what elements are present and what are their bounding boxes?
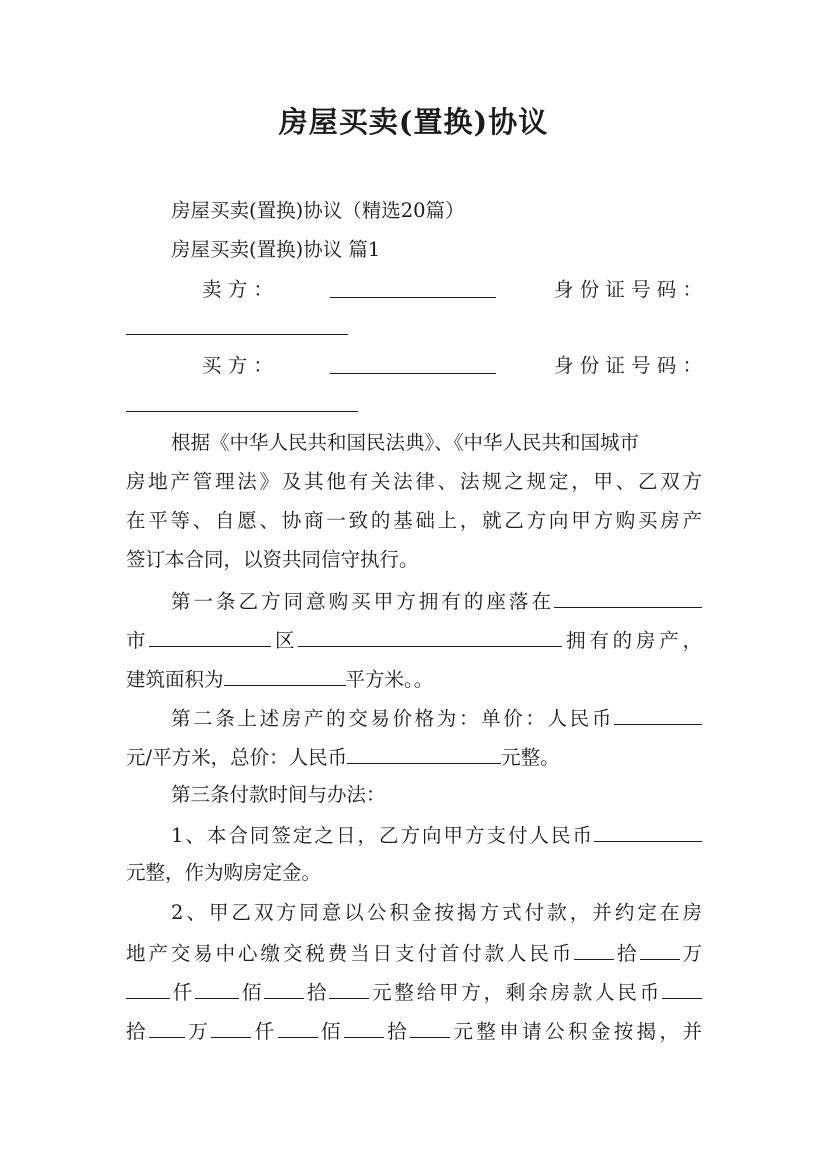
section-heading: 房屋买卖(置换)协议 篇1 <box>171 238 381 261</box>
buyer-id-label: 身 份 证 号 码 ： <box>554 354 702 377</box>
article3-item2-line-1: 2、甲乙双方同意以公积金按揭方式付款，并约定在房 <box>171 901 702 924</box>
loan-blank-2 <box>149 1015 185 1038</box>
buyer-name-blank <box>330 351 496 374</box>
unit-bai: 佰 <box>239 981 265 1004</box>
deposit-blank <box>594 819 702 842</box>
seller-row <box>202 275 702 305</box>
unit-bai-2: 佰 <box>317 1020 344 1043</box>
item1-text: 1、本合同签定之日，乙方向甲方支付人民币 <box>171 824 594 847</box>
buyer-id-blank <box>126 389 358 412</box>
unit-qian: 仟 <box>170 981 196 1004</box>
unit-shi-2: 拾 <box>304 981 330 1004</box>
document-title: 房屋买卖(置换)协议 <box>278 105 549 139</box>
loan-text: 元整申请公积金按揭，并 <box>450 1020 702 1043</box>
loan-blank-4 <box>278 1015 318 1038</box>
area-label: 建筑面积为 <box>126 668 224 691</box>
seller-label: 卖 方 ： <box>202 278 273 301</box>
buyer-id-row <box>126 389 702 419</box>
article1-line-3 <box>126 663 702 693</box>
seller-id-row <box>126 312 702 342</box>
loan-blank-5 <box>344 1015 384 1038</box>
location-blank <box>554 585 702 608</box>
article3-item2-line-4 <box>126 1015 702 1045</box>
subtitle: 房屋买卖(置换)协议（精选20篇） <box>171 199 465 222</box>
article2-line-2 <box>126 741 702 771</box>
article1-line-2 <box>126 624 702 654</box>
article2-text: 第二条上述房产的交易价格为：单价：人民币 <box>171 707 614 730</box>
article3-item2-line-2 <box>126 937 702 967</box>
unit-qian-2: 仟 <box>251 1020 278 1043</box>
district-label: 区 <box>271 629 299 652</box>
preamble-line-1 <box>171 428 702 458</box>
down-payment-blank-4 <box>195 976 239 999</box>
article3-item1-line-2: 元整，作为购房定金。 <box>126 861 322 884</box>
total-price-blank <box>347 741 501 764</box>
preamble-line-4: 签订本合同，以资共同信守执行。 <box>126 548 419 571</box>
unit-wan: 万 <box>679 942 702 965</box>
area-unit: 平方米。。 <box>345 668 434 691</box>
item2-text: 地产交易中心缴交税费当日支付首付款人民币 <box>126 942 575 965</box>
total-suffix: 元整。 <box>501 746 560 769</box>
article3-item2-line-3 <box>126 976 702 1006</box>
preamble-text-1: 根据《中华人民共和国民法典》、《中华人民共和国城市 <box>171 431 640 454</box>
down-payment-blank-1 <box>574 937 614 960</box>
down-payment-blank-6 <box>329 976 369 999</box>
article1-text: 第一条乙方同意购买甲方拥有的座落在 <box>171 590 554 613</box>
owned-text: 拥有的房产， <box>562 629 702 652</box>
loan-blank-3 <box>211 1015 251 1038</box>
preamble-line-2: 房地产管理法》及其他有关法律、法规之规定，甲、乙双方 <box>126 470 702 493</box>
article2-line-1 <box>171 702 702 732</box>
loan-blank-1 <box>662 976 702 999</box>
preamble-line-3: 在平等、自愿、协商一致的基础上，就乙方向甲方购买房产 <box>126 509 702 532</box>
area-blank <box>224 663 346 686</box>
city-blank <box>149 624 271 647</box>
article3-heading: 第三条付款时间与办法： <box>171 783 386 806</box>
unit-shi: 拾 <box>614 942 640 965</box>
seller-id-label: 身 份 证 号 码 ： <box>554 278 702 301</box>
city-label: 市 <box>126 629 150 652</box>
remaining-text: 元整给甲方，剩余房款人民币 <box>369 981 662 1004</box>
buyer-row <box>202 351 702 381</box>
unit-shi-4: 拾 <box>383 1020 411 1043</box>
unit-shi-3: 拾 <box>126 1020 149 1043</box>
down-payment-blank-3 <box>126 976 170 999</box>
district-blank <box>298 624 562 647</box>
unit-text: 元/平方米，总价：人民币 <box>126 746 348 769</box>
unit-price-blank <box>614 702 702 725</box>
unit-wan-2: 万 <box>184 1020 212 1043</box>
buyer-label: 买 方 ： <box>202 354 273 377</box>
loan-blank-6 <box>410 1015 450 1038</box>
article3-item1-line-1 <box>171 819 702 849</box>
down-payment-blank-5 <box>264 976 304 999</box>
seller-id-blank <box>126 312 348 335</box>
seller-name-blank <box>330 275 496 298</box>
article1-line-1 <box>171 585 702 615</box>
down-payment-blank-2 <box>640 937 680 960</box>
